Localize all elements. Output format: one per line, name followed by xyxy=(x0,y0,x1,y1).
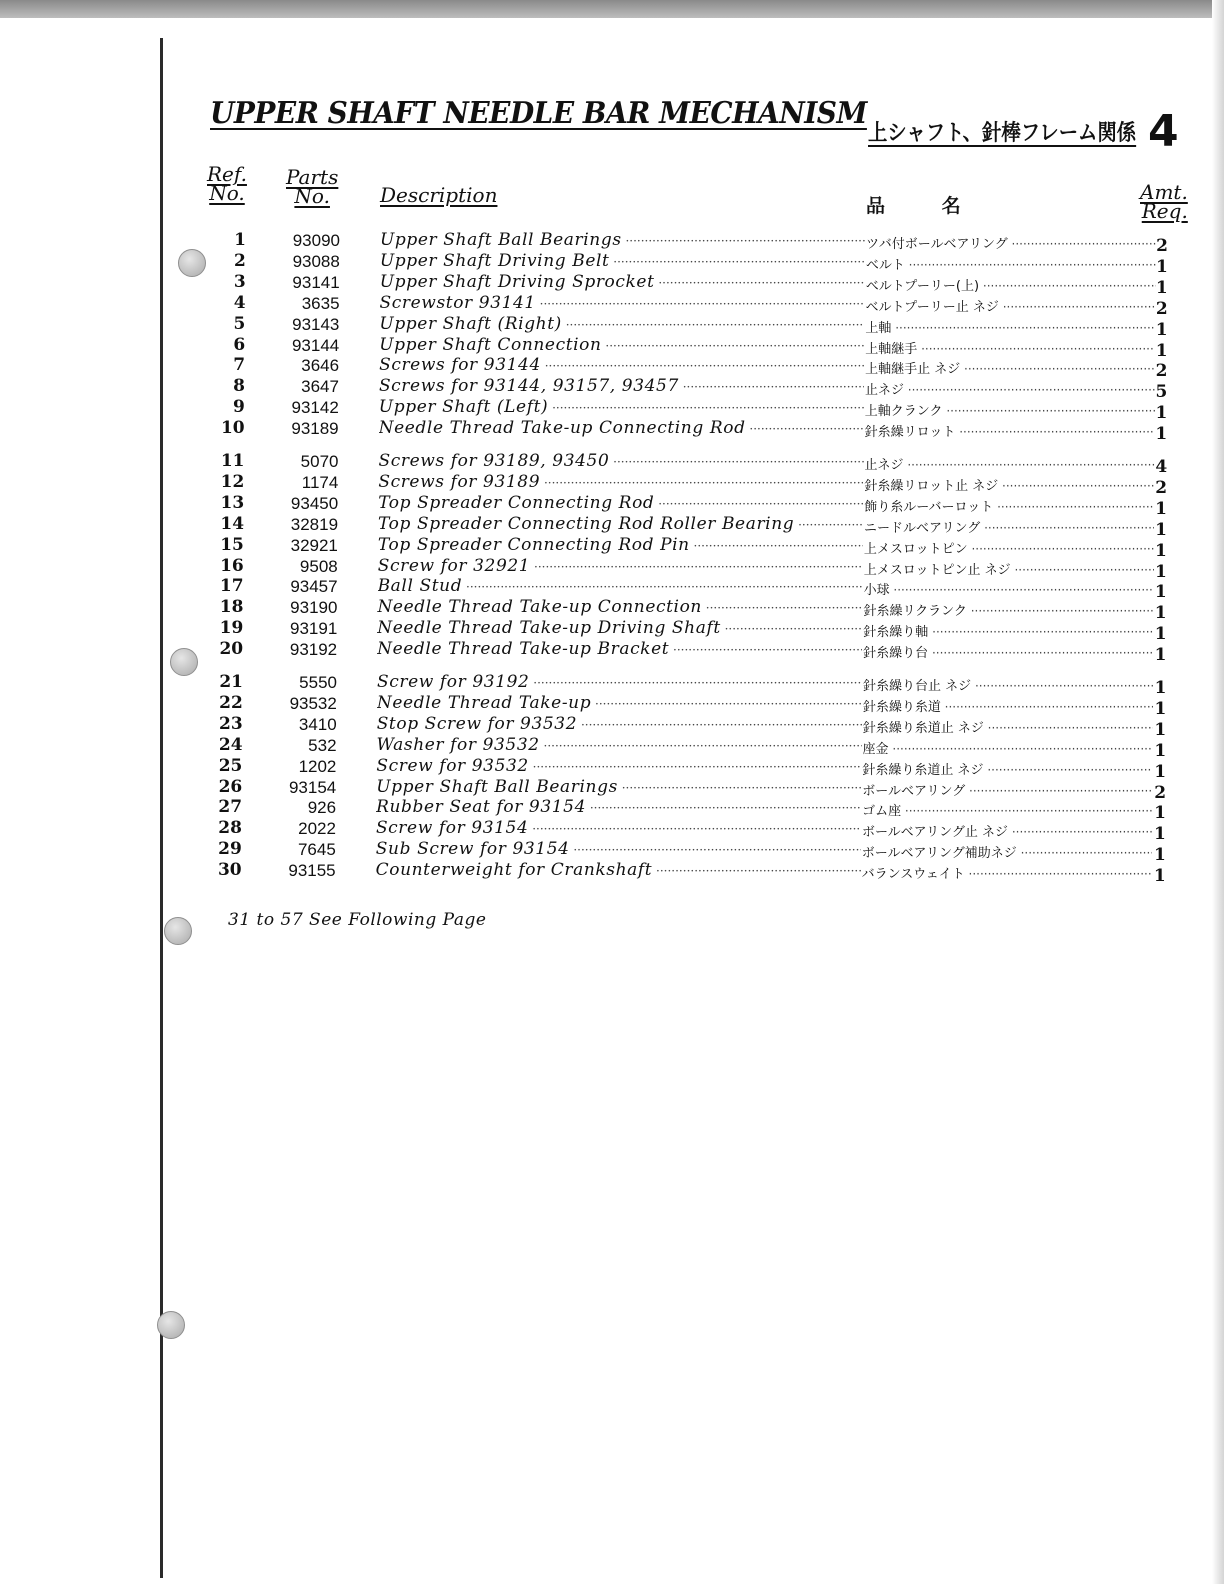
table-row xyxy=(0,597,1224,624)
japanese-part-name: 針糸繰り糸道 ····· xyxy=(863,697,1153,718)
part-no: 5550 xyxy=(299,673,337,692)
part-no: 32819 xyxy=(290,514,339,534)
japanese-part-name: 針糸繰リクランク ····· xyxy=(863,601,1153,622)
ref-no: 18 xyxy=(219,597,244,618)
japanese-part-name: ニードルベアリング ····· xyxy=(864,518,1154,539)
header-ref-line1: Ref. xyxy=(207,162,247,186)
part-no: 93088 xyxy=(292,251,340,271)
table-row xyxy=(0,451,1224,477)
amount-required: 1 xyxy=(1155,403,1168,424)
part-description: Upper Shaft Driving Belt ····· xyxy=(380,251,865,273)
part-description: Washer for 93532 ····· xyxy=(377,735,862,757)
table-row xyxy=(0,755,1224,782)
table-row xyxy=(0,230,1224,256)
part-no: 93191 xyxy=(290,619,338,639)
amount-required: 1 xyxy=(1155,340,1168,361)
japanese-part-name: 小球 ····· xyxy=(864,580,1154,601)
part-no: 93143 xyxy=(292,314,340,334)
amount-required: 1 xyxy=(1154,582,1167,603)
japanese-part-name: 上軸継手止 ネジ ····· xyxy=(865,359,1155,380)
ref-no: 4 xyxy=(233,292,246,313)
amount-required: 2 xyxy=(1154,782,1167,803)
ref-no: 26 xyxy=(218,776,243,797)
part-no: 5070 xyxy=(300,452,339,471)
ref-no: 16 xyxy=(220,555,244,576)
part-description: Needle Thread Take-up ····· xyxy=(377,693,862,715)
ref-no: 15 xyxy=(220,534,244,555)
amount-required: 1 xyxy=(1154,803,1166,824)
table-row xyxy=(0,818,1224,845)
amount-required: 2 xyxy=(1156,236,1168,256)
part-description: Ball Stud ····· xyxy=(378,576,863,598)
part-no: 3635 xyxy=(301,293,340,313)
table-row xyxy=(0,418,1224,445)
ref-no: 25 xyxy=(218,755,243,776)
ref-no: 27 xyxy=(218,797,243,818)
part-no: 93190 xyxy=(290,598,338,618)
part-no: 93457 xyxy=(290,577,338,597)
punch-hole-icon xyxy=(157,1311,185,1339)
amount-required: 1 xyxy=(1154,740,1167,761)
table-row xyxy=(0,713,1224,740)
part-no: 32921 xyxy=(290,535,338,555)
japanese-part-name: 飾り糸ルーバーロット ····· xyxy=(864,497,1154,518)
part-no: 93192 xyxy=(289,640,338,660)
ref-no: 20 xyxy=(219,639,244,660)
japanese-part-name: 針糸繰り軸 ····· xyxy=(863,622,1153,643)
part-no: 93155 xyxy=(288,861,336,881)
ref-no: 3 xyxy=(233,271,246,292)
ref-no: 23 xyxy=(219,713,243,734)
japanese-part-name: 座金 ····· xyxy=(863,739,1153,760)
header-parts-line2: No. xyxy=(294,184,330,208)
page-title-japanese: 上シャフト、針棒フレーム関係 xyxy=(868,121,1137,146)
part-no: 3647 xyxy=(301,377,339,397)
japanese-part-name: ボールベアリング止 ネジ ····· xyxy=(862,822,1152,843)
page-number: 4 xyxy=(1148,106,1179,157)
japanese-part-name: 上軸継手 ····· xyxy=(865,339,1155,360)
amount-required: 1 xyxy=(1155,540,1167,561)
table-row xyxy=(0,776,1224,803)
table-row xyxy=(0,271,1224,298)
ref-no: 1 xyxy=(234,230,246,250)
table-row xyxy=(0,250,1224,277)
part-description: Needle Thread Take-up Bracket ····· xyxy=(377,639,862,661)
part-description: Screws for 93144 ····· xyxy=(379,355,864,377)
amount-required: 1 xyxy=(1154,761,1167,782)
part-description: Upper Shaft Driving Sprocket ····· xyxy=(380,272,865,294)
amount-required: 2 xyxy=(1155,361,1168,382)
part-description: Top Spreader Connecting Rod Roller Bearing ····· xyxy=(378,514,863,536)
amount-required: 1 xyxy=(1155,277,1168,298)
japanese-part-name: ベルトプーリー止 ネジ ····· xyxy=(866,297,1156,318)
japanese-part-name: 止ネジ ····· xyxy=(865,380,1155,401)
ref-no: 9 xyxy=(232,397,245,418)
column-header-japanese-name: 品 名 xyxy=(866,195,961,217)
ref-no: 6 xyxy=(233,334,246,355)
japanese-part-name: ゴム座 ····· xyxy=(862,801,1152,822)
japanese-part-name: ツバ付ボールベアリング ····· xyxy=(866,234,1156,255)
part-description: Counterweight for Crankshaft ····· xyxy=(376,860,861,882)
part-description: Screw for 93532 ····· xyxy=(376,756,861,778)
japanese-part-name: ボールベアリング補助ネジ ····· xyxy=(862,843,1152,864)
table-row xyxy=(0,734,1224,761)
part-description: Upper Shaft (Right) ····· xyxy=(379,314,864,336)
table-row xyxy=(0,513,1224,540)
header-amt-line1: Amt. xyxy=(1140,180,1188,204)
footer-note: 31 to 57 See Following Page xyxy=(228,910,487,930)
japanese-part-name: 針糸繰り糸道止 ネジ ····· xyxy=(863,718,1153,739)
ref-no: 21 xyxy=(219,672,243,692)
part-description: Upper Shaft Connection ····· xyxy=(379,335,864,357)
part-no: 2022 xyxy=(298,819,336,839)
table-row xyxy=(0,334,1224,361)
japanese-part-name: 針糸繰リロット止 ネジ ····· xyxy=(864,476,1154,497)
part-description: Screw for 32921 ····· xyxy=(378,556,863,578)
amount-required: 1 xyxy=(1154,824,1166,845)
part-description: Upper Shaft Ball Bearings ····· xyxy=(380,230,865,252)
part-no: 93450 xyxy=(290,493,339,513)
japanese-part-name: ボールベアリング ····· xyxy=(862,781,1152,802)
amount-required: 1 xyxy=(1154,624,1167,645)
part-description: Needle Thread Take-up Connection ····· xyxy=(377,597,862,619)
japanese-part-name: 針糸繰り台止 ネジ ····· xyxy=(863,676,1153,697)
part-description: Top Spreader Connecting Rod Pin ····· xyxy=(378,535,863,557)
ref-no: 14 xyxy=(220,513,245,534)
header-amt-line2: Req. xyxy=(1141,199,1188,223)
table-row xyxy=(0,555,1224,582)
ref-no: 7 xyxy=(233,355,246,376)
amount-required: 1 xyxy=(1156,256,1168,277)
ref-no: 10 xyxy=(220,418,245,439)
japanese-part-name: ベルト ····· xyxy=(866,255,1156,276)
ref-no: 17 xyxy=(219,576,244,597)
part-description: Screws for 93189 ····· xyxy=(378,472,863,494)
japanese-part-name: ベルトプーリー(上) ····· xyxy=(866,276,1156,297)
japanese-part-name: 止ネジ ····· xyxy=(865,455,1155,476)
ref-no: 2 xyxy=(234,250,246,271)
amount-required: 1 xyxy=(1155,498,1168,519)
part-no: 9508 xyxy=(299,556,338,576)
ref-no: 19 xyxy=(219,618,244,639)
amount-required: 2 xyxy=(1155,298,1168,319)
part-no: 532 xyxy=(308,735,337,755)
table-row xyxy=(0,839,1224,866)
amount-required: 1 xyxy=(1154,719,1167,740)
ref-no: 5 xyxy=(233,313,246,334)
japanese-part-name: 上メスロットピン止 ネジ ····· xyxy=(864,560,1154,581)
part-description: Screw for 93154 ····· xyxy=(376,818,861,840)
ref-no: 29 xyxy=(218,839,242,860)
part-description: Rubber Seat for 93154 ····· xyxy=(376,797,861,819)
amount-required: 1 xyxy=(1155,424,1168,445)
part-no: 93144 xyxy=(291,335,340,355)
table-row xyxy=(0,797,1224,824)
part-no: 93141 xyxy=(292,272,340,292)
part-no: 926 xyxy=(307,798,337,818)
part-description: Screw for 93192 ····· xyxy=(377,672,862,694)
table-row xyxy=(0,618,1224,645)
table-row xyxy=(0,355,1224,382)
table-row xyxy=(0,860,1224,887)
table-row xyxy=(0,376,1224,403)
column-header-description: Description xyxy=(380,183,498,207)
ref-no: 22 xyxy=(219,692,243,713)
amount-required: 1 xyxy=(1154,698,1167,719)
table-row xyxy=(0,471,1224,498)
ref-no: 24 xyxy=(218,734,243,755)
part-description: Needle Thread Take-up Driving Shaft ····· xyxy=(377,618,862,640)
ref-no: 11 xyxy=(220,451,245,471)
table-row xyxy=(0,576,1224,603)
table-row xyxy=(0,292,1224,319)
part-description: Upper Shaft Ball Bearings ····· xyxy=(376,777,861,799)
amount-required: 1 xyxy=(1154,645,1167,666)
japanese-part-name: バランスウェイト ····· xyxy=(862,864,1152,885)
amount-required: 1 xyxy=(1154,678,1167,698)
header-parts-line1: Parts xyxy=(286,165,339,189)
part-description: Top Spreader Connecting Rod ····· xyxy=(378,493,863,515)
amount-required: 1 xyxy=(1154,603,1167,624)
part-no: 93189 xyxy=(291,419,339,439)
table-row xyxy=(0,639,1224,666)
part-description: Sub Screw for 93154 ····· xyxy=(376,839,861,861)
amount-required: 5 xyxy=(1155,382,1168,403)
ref-no: 13 xyxy=(220,492,245,513)
amount-required: 1 xyxy=(1153,866,1166,887)
ref-no: 12 xyxy=(220,471,245,492)
table-row xyxy=(0,313,1224,340)
amount-required: 2 xyxy=(1155,477,1168,498)
part-no: 1174 xyxy=(301,472,339,492)
part-no: 93154 xyxy=(288,777,337,797)
table-row xyxy=(0,492,1224,519)
part-no: 3646 xyxy=(301,356,340,376)
part-no: 7645 xyxy=(297,840,336,860)
amount-required: 1 xyxy=(1155,519,1167,540)
page-title: UPPER SHAFT NEEDLE BAR MECHANISM xyxy=(210,96,867,131)
amount-required: 1 xyxy=(1155,319,1168,340)
part-description: Stop Screw for 93532 ····· xyxy=(377,714,862,736)
japanese-part-name: 針糸繰リロット ····· xyxy=(865,422,1155,443)
japanese-part-name: 上軸クランク ····· xyxy=(865,401,1155,422)
japanese-part-name: 針糸繰り台 ····· xyxy=(863,643,1153,664)
amount-required: 1 xyxy=(1153,845,1166,866)
part-no: 93090 xyxy=(292,231,340,250)
part-description: Screws for 93144, 93157, 93457 ····· xyxy=(379,376,864,398)
table-row xyxy=(0,397,1224,424)
part-description: Needle Thread Take-up Connecting Rod ····· xyxy=(379,418,864,440)
part-description: Screws for 93189, 93450 ····· xyxy=(379,451,864,473)
amount-required: 4 xyxy=(1155,457,1168,477)
table-row xyxy=(0,534,1224,561)
ref-no: 30 xyxy=(217,860,242,881)
part-no: 93142 xyxy=(291,398,339,418)
part-description: Upper Shaft (Left) ····· xyxy=(379,397,864,419)
amount-required: 1 xyxy=(1154,561,1167,582)
part-no: 3410 xyxy=(298,714,337,734)
part-no: 93532 xyxy=(289,693,337,713)
table-row xyxy=(0,672,1224,698)
japanese-part-name: 上軸 ····· xyxy=(865,318,1155,339)
ref-no: 28 xyxy=(218,818,242,839)
japanese-part-name: 針糸繰り糸道止 ネジ ····· xyxy=(862,760,1152,781)
ref-no: 8 xyxy=(233,376,245,397)
header-ref-line2: No. xyxy=(209,181,245,205)
table-row xyxy=(0,692,1224,719)
part-description: Screwstor 93141 ····· xyxy=(380,293,865,315)
part-no: 1202 xyxy=(298,756,337,776)
japanese-part-name: 上メスロットピン ····· xyxy=(864,539,1154,560)
